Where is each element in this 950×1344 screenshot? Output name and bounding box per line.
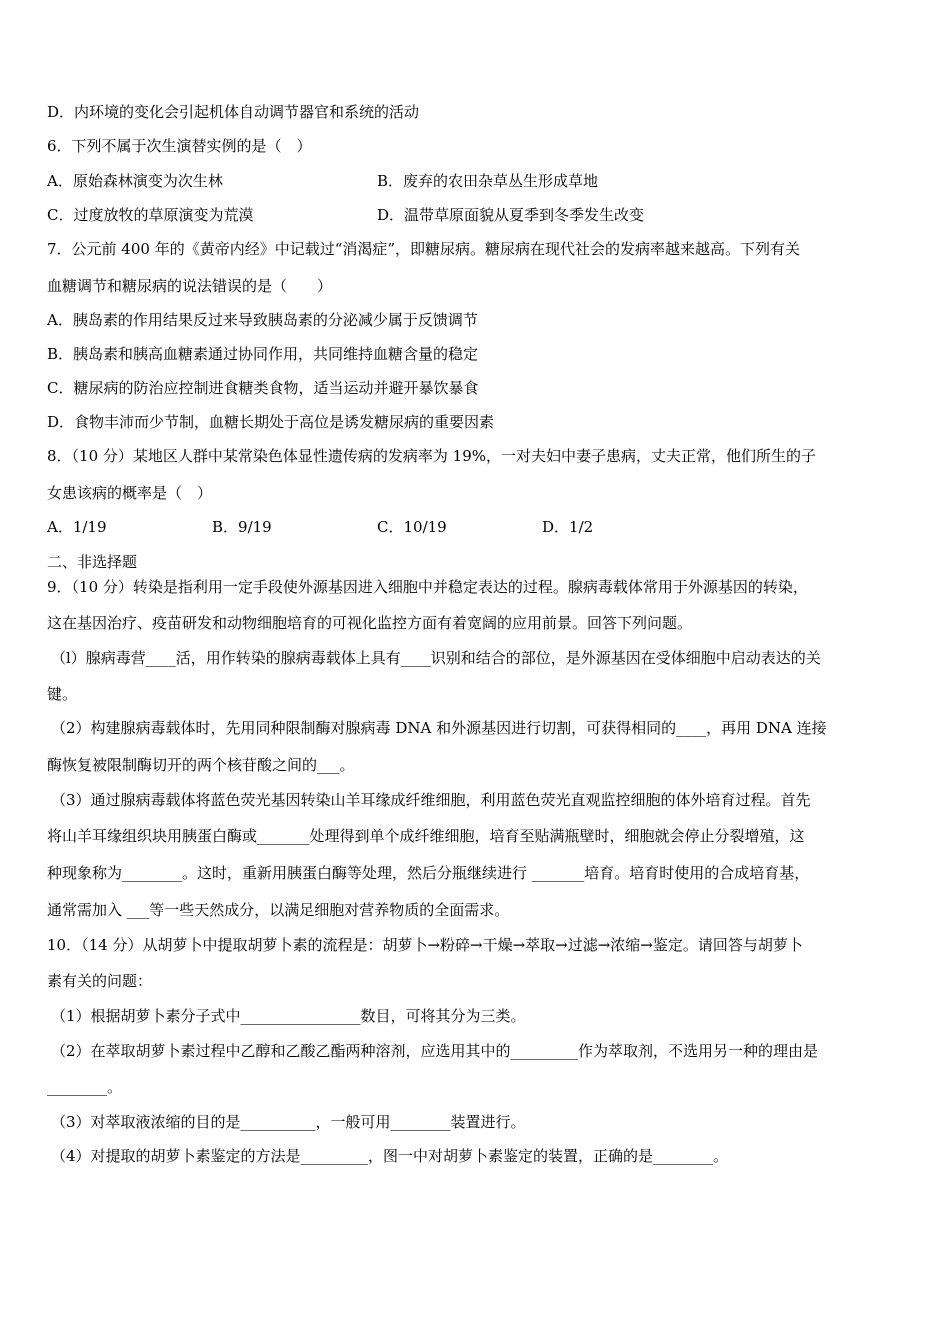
q9-part2-line1: （2）构建腺病毒载体时，先用同种限制酶对腺病毒 DNA 和外源基因进行切割，可获得相同的____，再用 DNA 连接 (51, 719, 827, 737)
q7-option-a: A．胰岛素的作用结果反过来导致胰岛素的分泌减少属于反馈调节 (47, 311, 478, 329)
q7-option-d: D．食物丰沛而少节制，血糖长期处于高位是诱发糖尿病的重要因素 (47, 413, 495, 431)
q5-option-d: D．内环境的变化会引起机体自动调节器官和系统的活动 (47, 103, 420, 121)
q8-option-d: D．1/2 (542, 518, 594, 536)
q10-part4: （4）对提取的胡萝卜素鉴定的方法是_________，图一中对胡萝卜素鉴定的装置，正确的是________。 (51, 1147, 729, 1165)
q10-stem-line2: 素有关的问题： (47, 972, 153, 990)
q6-option-d: D．温带草原面貌从夏季到冬季发生改变 (377, 206, 645, 224)
q8-option-b: B．9/19 (212, 518, 272, 536)
q9-part3-line3: 种现象称为________。这时，重新用胰蛋白酶等处理，然后分瓶继续进行 _______培育。培育时使用的合成培育基， (47, 864, 810, 882)
q10-part2-line2: ________。 (47, 1078, 123, 1096)
q6-option-b: B．废弃的农田杂草丛生形成草地 (377, 172, 599, 190)
q7-stem-line1: 7．公元前 400 年的《黄帝内经》中记载过“消渴症”，即糖尿病。糖尿病在现代社会的发病率越来越高。下列有关 (47, 240, 801, 258)
q10-stem-line1: 10．（14 分）从胡萝卜中提取胡萝卜素的流程是：胡萝卜→粉碎→干燥→萃取→过滤→浓缩→鉴定。请回答与胡萝卜 (47, 936, 803, 954)
q9-part3-line4: 通常需加入 ___等一些天然成分，以满足细胞对营养物质的全面需求。 (47, 901, 510, 919)
q9-part1-line2: 键。 (47, 685, 78, 703)
q7-stem-line2: 血糖调节和糖尿病的说法错误的是（ ） (47, 277, 333, 295)
q6-option-c: C．过度放牧的草原演变为荒漠 (47, 206, 254, 224)
q9-part1-line1: （l）腺病毒营____活，用作转染的腺病毒载体上具有____识别和结合的部位，是外源基因在受体细胞中启动表达的关 (51, 649, 821, 667)
q8-stem-line2: 女患该病的概率是（ ） (47, 484, 213, 502)
q8-option-a: A．1/19 (47, 518, 107, 536)
q10-part2-line1: （2）在萃取胡萝卜素过程中乙醇和乙酸乙酯两种溶剂，应选用其中的_________作为萃取剂，不选用另一种的理由是 (51, 1042, 819, 1060)
section-heading: 二、非选择题 (47, 553, 138, 571)
q8-option-c: C．10/19 (377, 518, 447, 536)
q9-part2-line2: 酶恢复被限制酶切开的两个核苷酸之间的___。 (47, 756, 355, 774)
q8-stem-line1: 8．（10 分）某地区人群中某常染色体显性遗传病的发病率为 19%，一对夫妇中妻子患病，丈夫正常，他们所生的子 (47, 447, 817, 465)
q9-stem-line2: 这在基因治疗、疫苗研发和动物细胞培育的可视化监控方面有着宽阔的应用前景。回答下列问题。 (47, 614, 693, 632)
q9-stem-line1: 9．（10 分）转染是指利用一定手段使外源基因进入细胞中并稳定表达的过程。腺病毒载体常用于外源基因的转染， (47, 578, 808, 596)
q7-option-b: B．胰岛素和胰高血糖素通过协同作用，共同维持血糖含量的稳定 (47, 345, 479, 363)
q6-option-a: A．原始森林演变为次生林 (47, 172, 223, 190)
q9-part3-line1: （3）通过腺病毒载体将蓝色荧光基因转染山羊耳缘成纤维细胞，利用蓝色荧光直观监控细胞的体外培育过程。首先 (51, 791, 811, 809)
q7-option-c: C．糖尿病的防治应控制进食糖类食物，适当运动并避开暴饮暴食 (47, 379, 479, 397)
q10-part3: （3）对萃取液浓缩的目的是__________，一般可用________装置进行。 (51, 1113, 526, 1131)
q10-part1: （1）根据胡萝卜素分子式中________________数目，可将其分为三类。 (51, 1007, 526, 1025)
q6-stem: 6．下列不属于次生演替实例的是（ ） (47, 137, 312, 155)
q9-part3-line2: 将山羊耳缘组织块用胰蛋白酶或_______处理得到单个成纤维细胞，培育至贴满瓶壁时，细胞就会停止分裂增殖，这 (47, 827, 805, 845)
